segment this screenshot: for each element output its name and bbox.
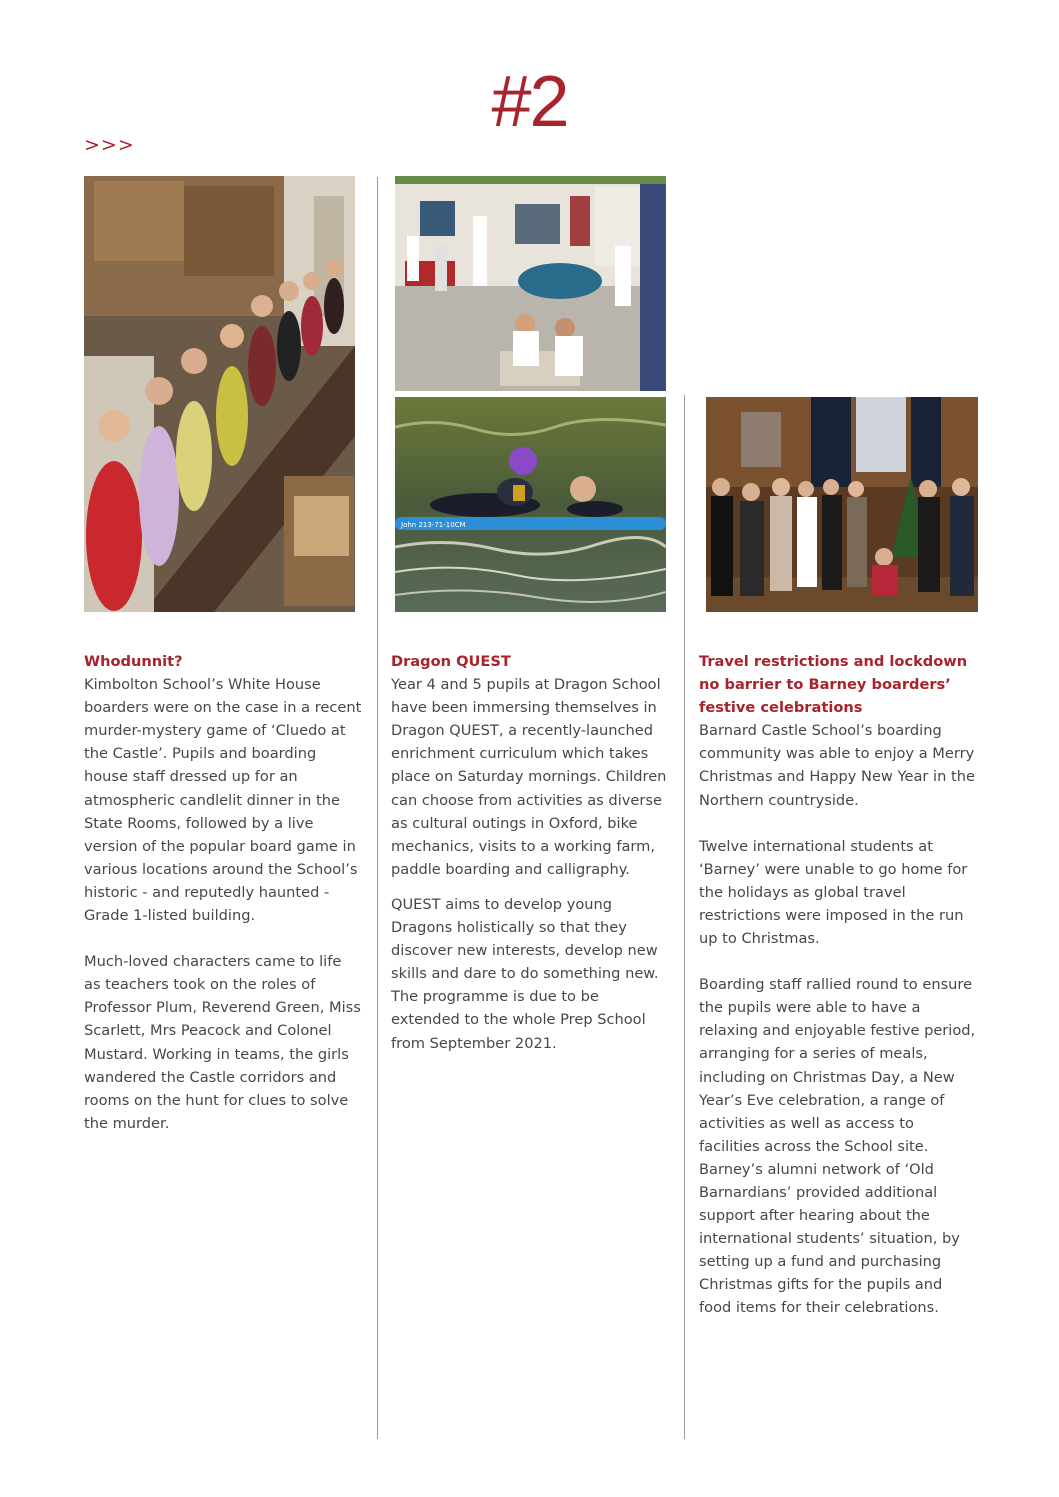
photo-games-room (395, 176, 666, 391)
article-paragraph: Boarding staff rallied round to ensure the pupils were able to have a relaxing and enjoyable festive period, arranging for a series of meals, including on Christmas Day, a New Year’s Eve celebration, a range of activities as well as access to facilities across the School site. Barney’s alumni network of ‘Old Barnardians’ provided additional support after hearing about the international students’ situation, by setting up a fund and purchasing Christmas gifts for the pupils and food items for their celebrations. (699, 976, 976, 1317)
article-paragraph: QUEST aims to develop young Dragons holistically so that they discover new interests, develop new skills and dare to do something new. The programme is due to be extended to the whole Prep School from September 2021. (391, 895, 659, 1052)
paddleboard-text: John 213-71-10CM (401, 521, 466, 529)
article-paragraph: Twelve international students at ‘Barney’ were unable to go home for the holidays as global travel restrictions were imposed in the run up to Christmas. (699, 837, 968, 948)
photo-staircase-murder-mystery (84, 176, 355, 612)
article-paragraph: Much-loved characters came to life as teachers took on the roles of Professor Plum, Reverend Green, Miss Scarlett, Mrs Peacock and Colonel Mustard. Working in teams, the girls wandered the Castle corridors and rooms on the hunt for clues to solve the murder. (84, 953, 361, 1132)
article-paragraph: Kimbolton School’s White House boarders were on the case in a recent murder-mystery game of ‘Cluedo at the Castle’. Pupils and boarding house staff dressed up for an atmospheric candlelit dinner in the State Rooms, followed by a live version of the popular board game in various locations around the School’s historic - and reputedly haunted - Grade 1-listed building. (84, 676, 362, 925)
article-title: Travel restrictions and lockdown no barrier to Barney boarders’ festive celebrations (699, 653, 968, 717)
page-number: #2 (491, 62, 568, 142)
column-divider-left (377, 177, 378, 1439)
article-paragraph: Year 4 and 5 pupils at Dragon School have been immersing themselves in Dragon QUEST, a recently-launched enrichment curriculum which takes place on Saturday mornings. Children can choose from activities as diverse as cultural outings in Oxford, bike mechanics, visits to a working farm, paddle boarding and calligraphy. (391, 676, 667, 878)
column-divider-right (684, 395, 685, 1439)
article-barney-boarders (699, 650, 977, 1343)
section-chevrons: >>> (84, 134, 135, 156)
article-paragraph: Barnard Castle School’s boarding community was able to enjoy a Merry Christmas and Happy New Year in the Northern countryside. (699, 722, 975, 809)
photo-christmas-group (706, 397, 978, 612)
photo-paddle-boarding (395, 397, 666, 612)
article-title: Whodunnit? (84, 653, 183, 670)
article-whodunnit (84, 650, 362, 1158)
article-title: Dragon QUEST (391, 653, 511, 670)
article-dragon-quest (391, 650, 669, 1078)
